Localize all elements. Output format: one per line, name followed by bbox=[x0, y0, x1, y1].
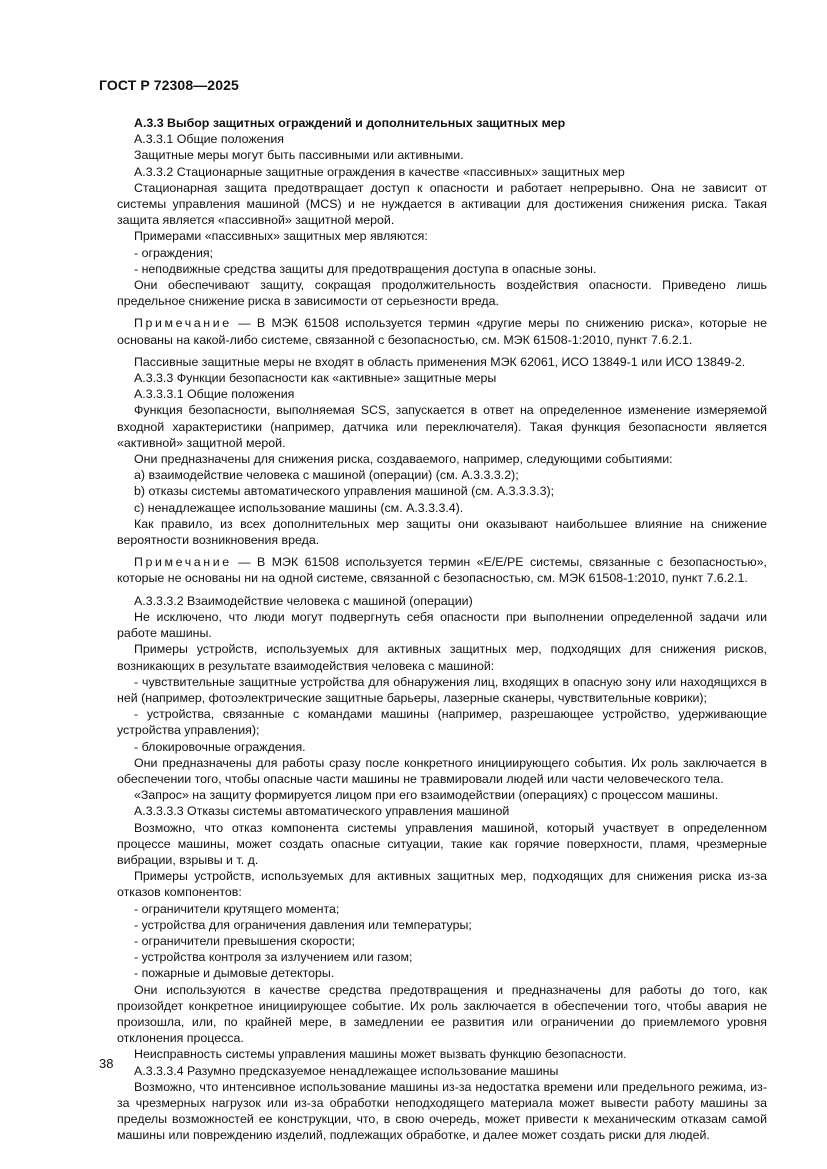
subsection-heading: А.3.3.2 Стационарные защитные ограждения в качестве «пассивных» защитных мер bbox=[134, 164, 625, 179]
list-item: - блокировочные ограждения. bbox=[134, 739, 306, 754]
list-item: - ограничители крутящего момента; bbox=[134, 901, 340, 916]
subsection-heading: А.3.3.3.4 Разумно предсказуемое ненадлежащее использование машины bbox=[134, 1063, 559, 1078]
list-item: а) взаимодействие человека с машиной (операции) (см. А.3.3.3.2); bbox=[134, 468, 519, 483]
section-heading: А.3.3 Выбор защитных ограждений и дополнительных защитных мер bbox=[134, 116, 566, 130]
list-item: - чувствительные защитные устройства для обнаружения лиц, входящих в опасную зону или находящихся в ней (например, фотоэлектрические защитные барьеры, лазерные сканеры, чувствительные коврики); bbox=[117, 674, 767, 705]
subsection-heading: А.3.3.3.2 Взаимодействие человека с машиной (операции) bbox=[134, 593, 473, 608]
paragraph: Функция безопасности, выполняемая SCS, запускается в ответ на определенное изменение измеряемой входной характеристики (например, датчика или переключателя). Такая функция безопасности является «активной» защитной мерой. bbox=[117, 403, 767, 450]
page-number: 38 bbox=[99, 1056, 114, 1071]
paragraph: Примерами «пассивных» защитных мер являются: bbox=[134, 229, 428, 244]
note bbox=[117, 315, 767, 347]
paragraph: «Запрос» на защиту формируется лицом при его взаимодействии (операциях) с процессом машины. bbox=[134, 788, 719, 803]
note-label: Примечание bbox=[134, 555, 232, 570]
paragraph: Стационарная защита предотвращает доступ к опасности и работает непрерывно. Она не зависит от системы управления машиной (MCS) и не нуждается в активации для достижения снижения риска. Такая защита является «пассивной» защитной мерой. bbox=[117, 180, 767, 228]
note bbox=[117, 554, 767, 586]
subsection-heading: А.3.3.1 Общие положения bbox=[134, 132, 284, 147]
paragraph: Они обеспечивают защиту, сокращая продолжительность воздействия опасности. Приведено лишь предельное снижение риска в зависимости от серьезности вреда. bbox=[117, 278, 767, 309]
list-item: b) отказы системы автоматического управления машиной (см. А.3.3.3.3); bbox=[134, 484, 555, 499]
subsection-heading: А.3.3.3 Функции безопасности как «активные» защитные меры bbox=[134, 371, 497, 386]
list-item: - устройства контроля за излучением или газом; bbox=[134, 950, 413, 965]
document-body bbox=[117, 115, 767, 1144]
paragraph: Они предназначены для снижения риска, создаваемого, например, следующими событиями: bbox=[134, 452, 673, 467]
list-item: - устройства для ограничения давления или температуры; bbox=[134, 917, 472, 932]
paragraph: Примеры устройств, используемых для активных защитных мер, подходящих для снижения риска из-за отказов компонентов: bbox=[117, 869, 767, 900]
note-label: Примечание bbox=[134, 316, 232, 331]
list-item: - ограждения; bbox=[134, 245, 214, 260]
list-item: с) ненадлежащее использование машины (см. А.3.3.3.4). bbox=[134, 500, 464, 515]
subsection-heading: А.3.3.3.1 Общие положения bbox=[134, 387, 295, 402]
note-text: — В МЭК 61508 используется термин «другие меры по снижению риска», которые не основаны на какой-либо системе, связанной с безопасностью, см. МЭК 61508-1:2010, пункт 7.6.2.1. bbox=[117, 316, 767, 347]
list-item: - пожарные и дымовые детекторы. bbox=[134, 966, 335, 981]
paragraph: Они используются в качестве средства предотвращения и предназначены для работы до того, как произойдет конкретное инициирующее событие. Их роль заключается в обеспечении того, чтобы авария не произошла, или, по крайней мере, в замедлении ее развития или ограничении до приемлемого уровня отклонения процесса. bbox=[117, 982, 767, 1046]
paragraph: Защитные меры могут быть пассивными или активными. bbox=[134, 148, 464, 163]
paragraph: Пассивные защитные меры не входят в область применения МЭК 62061, ИСО 13849-1 или ИСО 13849-2. bbox=[134, 354, 746, 369]
paragraph: Как правило, из всех дополнительных мер защиты они оказывают наибольшее влияние на снижение вероятности возникновения вреда. bbox=[117, 516, 767, 548]
note-text: — В МЭК 61508 используется термин «Е/Е/РЕ системы, связанные с безопасностью», которые не основаны ни на одной системе, связанной с безопасностью, см. МЭК 61508-1:2010, пункт 7.6.2.1. bbox=[117, 555, 767, 586]
paragraph: Не исключено, что люди могут подвергнуть себя опасности при выполнении определенной задачи или работе машины. bbox=[117, 609, 767, 641]
subsection-heading: А.3.3.3.3 Отказы системы автоматического управления машиной bbox=[134, 804, 510, 819]
list-item: - ограничители превышения скорости; bbox=[134, 933, 355, 948]
list-item: - устройства, связанные с командами машины (например, разрешающее устройство, удерживающие устройства управления); bbox=[117, 707, 767, 738]
paragraph: Они предназначены для работы сразу после конкретного инициирующего события. Их роль заключается в обеспечении того, чтобы опасные части машины не травмировали людей или части человеческого тела. bbox=[117, 755, 767, 786]
paragraph: Неисправность системы управления машины может вызвать функцию безопасности. bbox=[134, 1047, 627, 1062]
paragraph: Примеры устройств, используемых для активных защитных мер, подходящих для снижения рисков, возникающих в результате взаимодействия человека с машиной: bbox=[117, 642, 767, 673]
list-item: - неподвижные средства защиты для предотвращения доступа в опасные зоны. bbox=[134, 261, 597, 276]
paragraph: Возможно, что отказ компонента системы управления машиной, который участвует в определенном процессе машины, может создать опасные ситуации, такие как горячие поверхности, пламя, чрезмерные вибрации, взрывы и т. д. bbox=[117, 820, 767, 867]
paragraph: Возможно, что интенсивное использование машины из-за недостатка времени или предельного режима, из-за чрезмерных нагрузок или из-за обработки неподходящего материала может вывести работу машины за пределы возможностей ее конструкции, что, в свою очередь, может привести к механическим отказам самой машины или повреждению изделий, подлежащих обработке, и далее может создать риски для людей. bbox=[117, 1079, 767, 1143]
document-code-header: ГОСТ Р 72308—2025 bbox=[99, 77, 239, 93]
